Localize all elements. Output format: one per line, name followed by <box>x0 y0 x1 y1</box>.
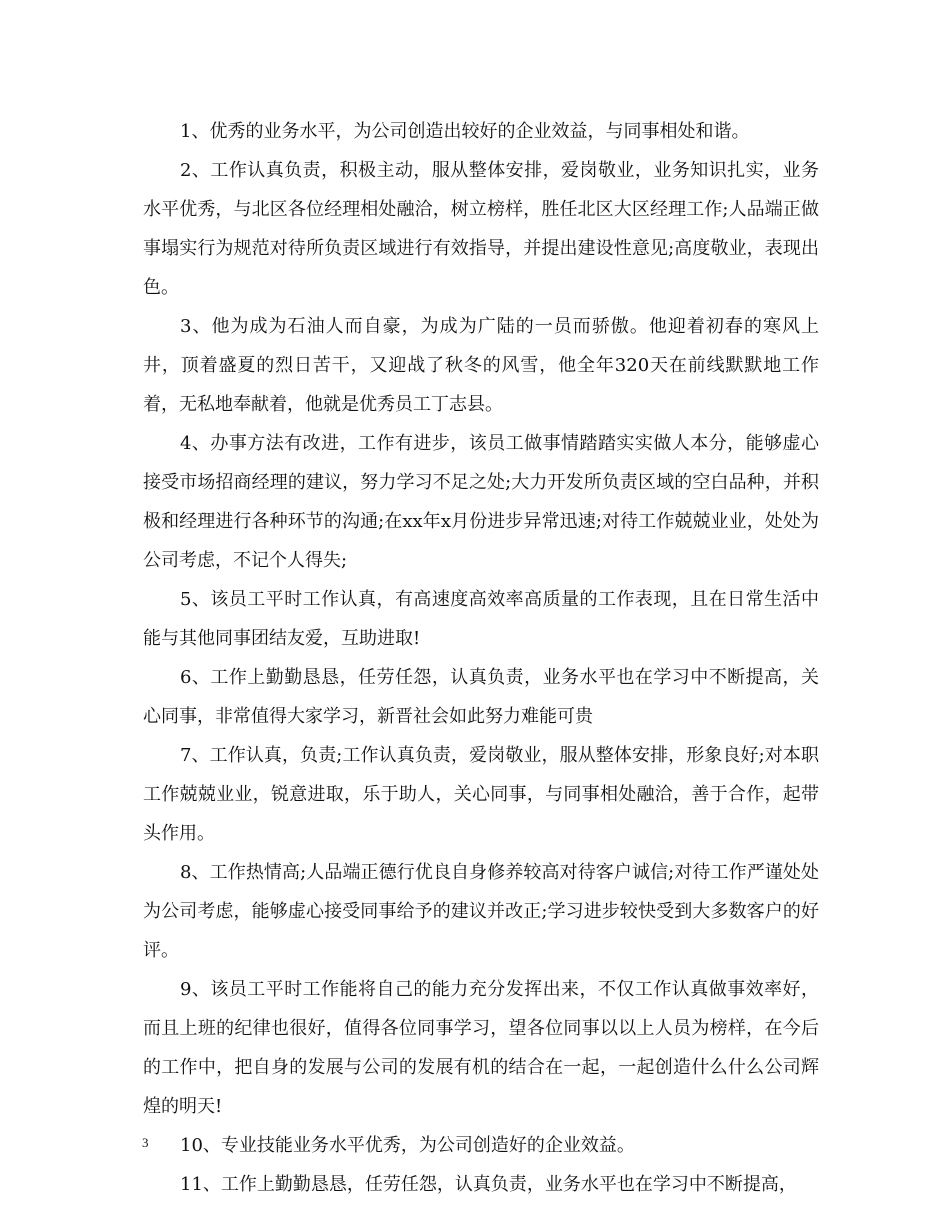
paragraph-7: 7、工作认真，负责;工作认真负责，爱岗敬业，服从整体安排，形象良好;对本职工作兢兢业业，锐意进取，乐于助人，关心同事，与同事相处融洽，善于合作，起带头作用。 <box>143 745 819 844</box>
paragraph-8: 8、工作热情高;人品端正德行优良自身修养较高对待客户诚信;对待工作严谨处处为公司考虑，能够虚心接受同事给予的建议并改正;学习进步较快受到大多数客户的好评。 <box>143 862 819 961</box>
paragraph-11: 11、工作上勤勤恳恳，任劳任怨，认真负责，业务水平也在学习中不断提高， <box>180 1174 797 1195</box>
paragraph-10: 10、专业技能业务水平优秀，为公司创造好的企业效益。 <box>180 1135 635 1156</box>
page-number: 3 <box>142 1135 149 1150</box>
document-body <box>143 112 819 1204</box>
paragraph-5: 5、该员工平时工作认真，有高速度高效率高质量的工作表现，且在日常生活中能与其他同事团结友爱，互助进取! <box>143 589 819 649</box>
paragraph-1: 1、优秀的业务水平，为公司创造出较好的企业效益，与同事相处和谐。 <box>180 121 750 142</box>
paragraph-3: 3、他为成为石油人而自豪，为成为广陆的一员而骄傲。他迎着初春的寒风上井，顶着盛夏的烈日苦干，又迎战了秋冬的风雪，他全年320天在前线默默地工作着，无私地奉献着，他就是优秀员工丁志县。 <box>143 316 819 415</box>
paragraph-4: 4、办事方法有改进，工作有进步，该员工做事情踏踏实实做人本分，能够虚心接受市场招商经理的建议，努力学习不足之处;大力开发所负责区域的空白品种，并积极和经理进行各种环节的沟通;在xx年x月份进步异常迅速;对待工作兢兢业业，处处为公司考虑，不记个人得失; <box>143 433 819 571</box>
paragraph-9: 9、该员工平时工作能将自己的能力充分发挥出来，不仅工作认真做事效率好，而且上班的纪律也很好，值得各位同事学习，望各位同事以以上人员为榜样，在今后的工作中，把自身的发展与公司的发展有机的结合在一起，一起创造什么什么公司辉煌的明天! <box>143 979 819 1117</box>
paragraph-2: 2、工作认真负责，积极主动，服从整体安排，爱岗敬业，业务知识扎实，业务水平优秀，与北区各位经理相处融洽，树立榜样，胜任北区大区经理工作;人品端正做事塌实行为规范对待所负责区域进行有效指导，并提出建设性意见;高度敬业，表现出色。 <box>143 160 819 298</box>
paragraph-6: 6、工作上勤勤恳恳，任劳任怨，认真负责，业务水平也在学习中不断提高，关心同事，非常值得大家学习，新晋社会如此努力难能可贵 <box>143 667 819 727</box>
